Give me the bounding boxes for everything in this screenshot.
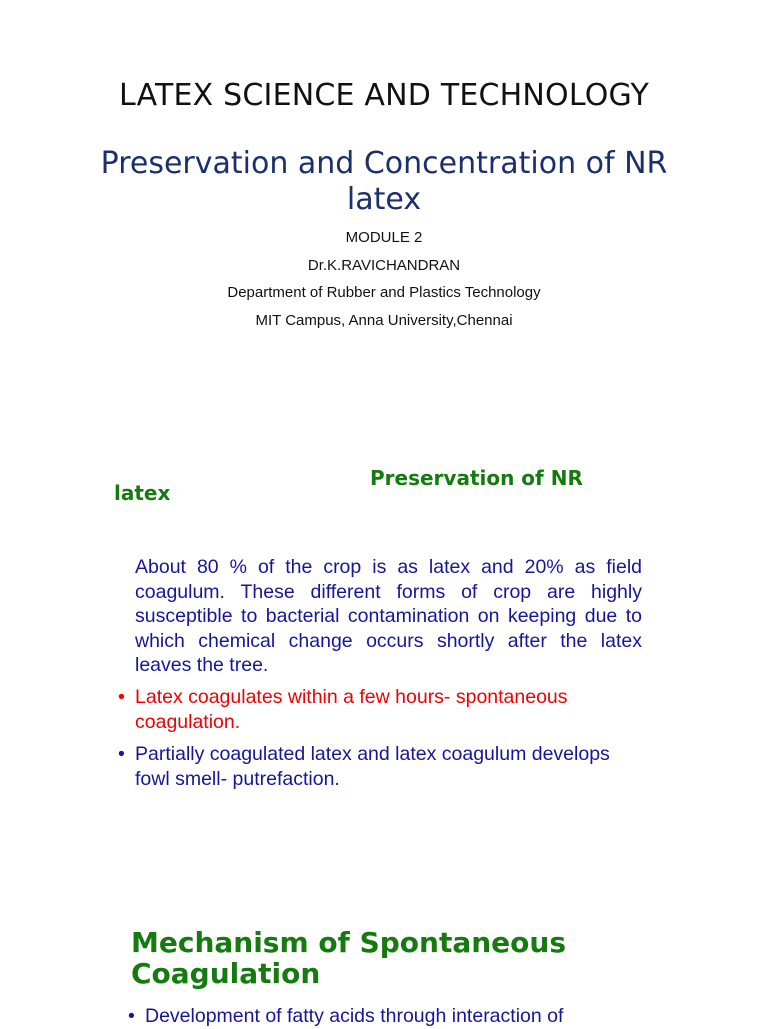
intro-paragraph: About 80 % of the crop is as latex and 20% as field coagulum. These different forms of crop are highly susceptible to bacterial contamination on keeping due to which chemical change occurs shortly after the latex leaves the tree. bbox=[135, 556, 642, 676]
bullet-text: Development of fatty acids through interaction of bbox=[145, 1005, 564, 1027]
bullet-icon: • bbox=[118, 686, 125, 708]
presentation-title: LATEX SCIENCE AND TECHNOLOGY bbox=[118, 78, 649, 113]
slide-heading-part1: Preservation of NR bbox=[370, 466, 583, 490]
department-name: Department of Rubber and Plastics Technology bbox=[227, 284, 541, 301]
title-slide bbox=[0, 0, 768, 380]
bullet-icon: • bbox=[128, 1005, 135, 1027]
campus-name: MIT Campus, Anna University,Chennai bbox=[255, 312, 513, 329]
module-label: MODULE 2 bbox=[345, 229, 423, 246]
bullet-icon: • bbox=[118, 743, 125, 765]
bullet-item-fatty-acids bbox=[128, 1004, 638, 1029]
slide-heading: Mechanism of Spontaneous Coagulation bbox=[131, 926, 566, 990]
presentation-subtitle: Preservation and Concentration of NR latex bbox=[100, 146, 668, 217]
author-name: Dr.K.RAVICHANDRAN bbox=[307, 257, 461, 274]
bullet-text: Partially coagulated latex and latex coagulum develops fowl smell- putrefaction. bbox=[135, 743, 610, 790]
bullet-item-coagulation bbox=[118, 685, 642, 734]
bullet-item-putrefaction bbox=[118, 742, 642, 791]
bullet-text: Latex coagulates within a few hours- spontaneous coagulation. bbox=[135, 686, 568, 733]
slide-heading-part2: latex bbox=[114, 481, 171, 505]
preservation-slide bbox=[0, 440, 768, 880]
mechanism-slide bbox=[0, 900, 768, 1027]
